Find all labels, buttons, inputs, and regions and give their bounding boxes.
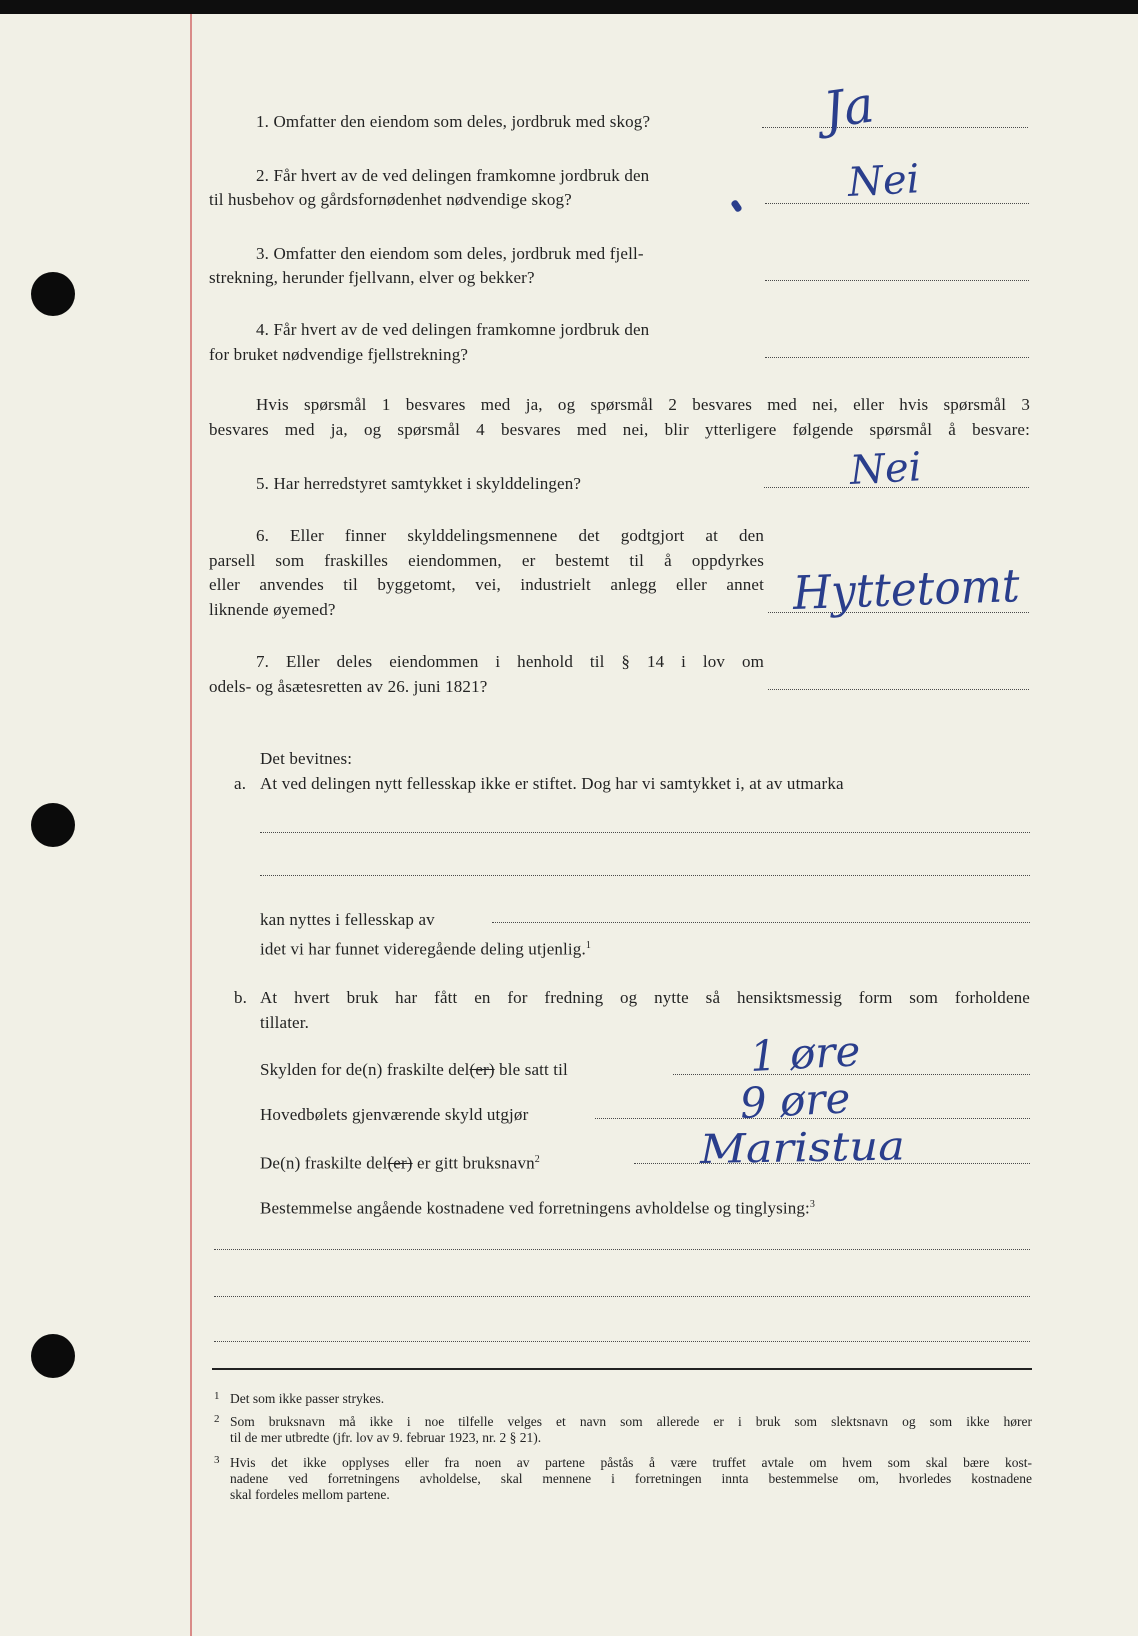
- footnote-2-number: 2: [214, 1413, 220, 1425]
- answer-line-7: [768, 689, 1029, 690]
- blank-line-b3: [214, 1341, 1030, 1342]
- blank-line-b2: [214, 1296, 1030, 1297]
- answer-2-handwritten: Nei: [846, 156, 921, 206]
- punch-hole-bottom: [31, 1334, 75, 1378]
- margin-line: [190, 14, 192, 1636]
- blank-line-b1: [214, 1249, 1030, 1250]
- question-2-line-1: 2. Får hvert av de ved delingen framkomne jordbruk den: [256, 166, 650, 185]
- attest-b-line-2: tillater.: [260, 1013, 310, 1032]
- condition-line-1: Hvis spørsmål 1 besvares med ja, og spørsmål 2 besvares med nei, eller hvis spørsmål 3: [256, 395, 1030, 414]
- question-7-line-1: 7. Eller deles eiendommen i henhold til § 14 i lov om: [256, 652, 764, 671]
- footnote-1-number: 1: [214, 1390, 220, 1402]
- blank-line-a2: [260, 875, 1030, 876]
- hovedbol-label: Hovedbølets gjenværende skyld utgjør: [260, 1105, 529, 1124]
- punch-hole-top: [31, 272, 75, 316]
- blank-line-a1: [260, 832, 1030, 833]
- bruksnavn-label: De(n) fraskilte del(er) er gitt bruksnavn$^2$: [260, 1153, 540, 1173]
- condition-line-2: besvares med ja, og spørsmål 4 besvares med nei, blir ytterligere følgende spørsmål å besvare:: [209, 420, 1030, 439]
- footnote-3-number: 3: [214, 1454, 220, 1466]
- question-2-line-2: til husbehov og gårdsfornødenhet nødvendige skog?: [209, 190, 572, 209]
- question-1: 1. Omfatter den eiendom som deles, jordbruk med skog?: [256, 112, 651, 131]
- punch-hole-middle: [31, 803, 75, 847]
- footnote-2-line-2: til de mer utbredte (jfr. lov av 9. februar 1923, nr. 2 § 21).: [230, 1430, 542, 1445]
- question-5: 5. Har herredstyret samtykket i skylddelingen?: [256, 474, 582, 493]
- question-3-line-2: strekning, herunder fjellvann, elver og bekker?: [209, 268, 535, 287]
- footnote-1-text: Det som ikke passer strykes.: [230, 1391, 385, 1406]
- question-6-line-1: 6. Eller finner skylddelingsmennene det godtgjort at den: [256, 526, 764, 545]
- question-6-line-3: eller anvendes til byggetomt, vei, industrielt anlegg eller annet: [209, 575, 764, 594]
- blank-line-a3: [492, 922, 1030, 923]
- bestemmelse-label: Bestemmelse angående kostnadene ved forretningens avholdelse og tinglysing:$^3$: [260, 1198, 816, 1218]
- attest-a-text: At ved delingen nytt fellesskap ikke er stiftet. Dog har vi samtykket i, at av utmarka: [260, 774, 844, 793]
- skyld-answer-handwritten: 1 øre: [748, 1026, 862, 1081]
- footnote-3-line-2: nadene ved forretningens avholdelse, skal mennene i forretningen innta bestemmelse om, hvorledes kostnadene: [230, 1471, 1032, 1486]
- footnote-rule: [212, 1368, 1032, 1370]
- question-3-line-1: 3. Omfatter den eiendom som deles, jordbruk med fjell-: [256, 244, 644, 263]
- attest-a-fellesskap: kan nyttes i fellesskap av: [260, 910, 435, 929]
- footnote-3-line-3: skal fordeles mellom partene.: [230, 1487, 390, 1502]
- answer-line-1: [762, 127, 1028, 128]
- answer-line-4: [765, 357, 1029, 358]
- question-6-line-4: liknende øyemed?: [209, 600, 336, 619]
- footnote-3-line-1: Hvis det ikke opplyses eller fra noen av partene påstås å være truffet avtale om hvem som skal bære kost-: [230, 1455, 1032, 1470]
- attest-a-utjenlig: idet vi har funnet videregående deling utjenlig.$^1$: [260, 939, 591, 959]
- footnote-2-line-1: Som bruksnavn må ikke i noe tilfelle velges et navn som allerede er i bruk som slektsnavn og som ikke hører: [230, 1414, 1032, 1429]
- attest-a-marker: a.: [234, 774, 247, 793]
- question-4-line-1: 4. Får hvert av de ved delingen framkomne jordbruk den: [256, 320, 650, 339]
- hovedbol-answer-handwritten: 9 øre: [738, 1073, 852, 1128]
- attest-heading: Det bevitnes:: [260, 749, 353, 768]
- attest-b-marker: b.: [234, 988, 248, 1007]
- answer-1-handwritten: Ja: [819, 75, 878, 140]
- question-7-line-2: odels- og åsætesretten av 26. juni 1821?: [209, 677, 488, 696]
- answer-line-3: [765, 280, 1029, 281]
- question-4-line-2: for bruket nødvendige fjellstrekning?: [209, 345, 469, 364]
- question-6-line-2: parsell som fraskilles eiendommen, er bestemt til å oppdyrkes: [209, 551, 764, 570]
- bruksnavn-answer-handwritten: Maristua: [699, 1123, 906, 1173]
- skyld-label: Skylden for de(n) fraskilte del(er) ble satt til: [260, 1060, 568, 1079]
- answer-6-handwritten: Hyttetomt: [792, 558, 1021, 620]
- answer-5-handwritten: Nei: [848, 444, 923, 494]
- attest-b-line-1: At hvert bruk har fått en for fredning og nytte så hensiktsmessig form som forholdene: [260, 988, 1030, 1007]
